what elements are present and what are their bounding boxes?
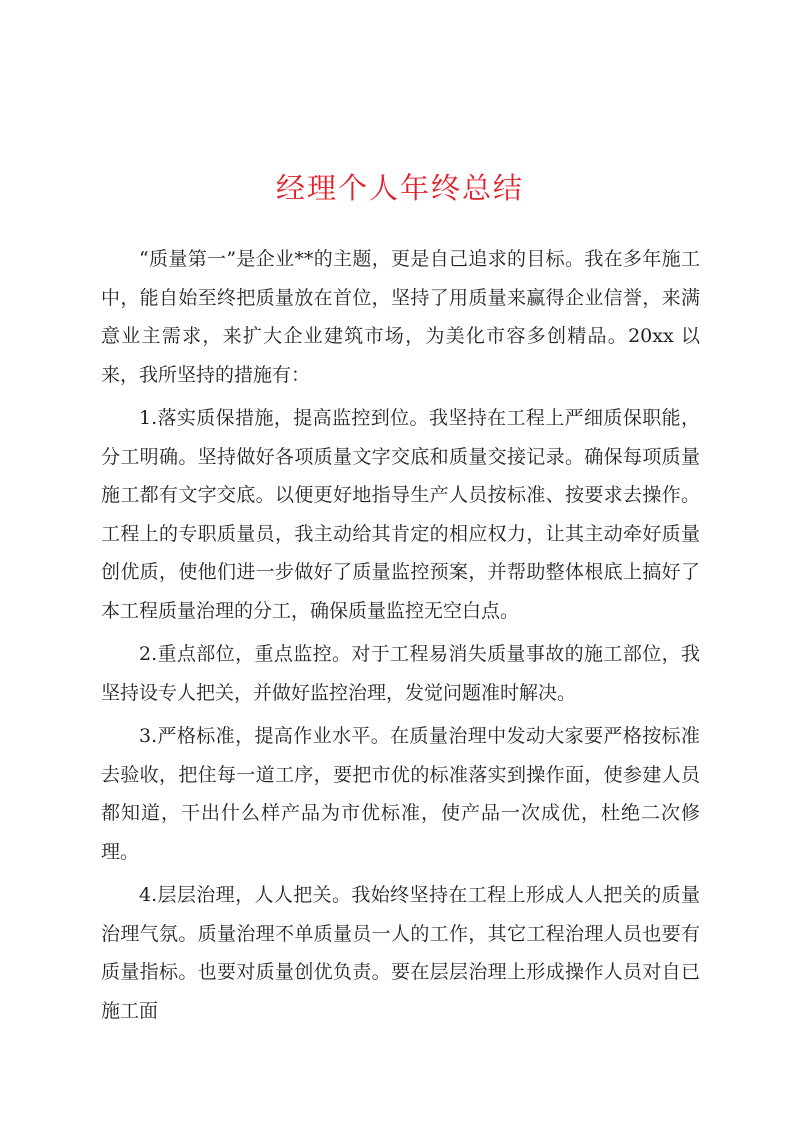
page-title: 经理个人年终总结 <box>275 171 524 205</box>
paragraph-item-1: 1.落实质保措施，提高监控到位。我坚持在工程上严细质保职能，分工明确。坚持做好各项质量文字交底和质量交接记录。确保每项质量施工都有文字交底。以便更好地指导生产人员按标准、按要求去操作。工程上的专职质量员，我主动给其肯定的相应权力，让其主动牵好质量创优质，使他们进一步做好了质量监控预案，并帮助整体根底上搞好了本工程质量治理的分工，确保质量监控无空白点。 <box>101 407 700 622</box>
document-body <box>101 240 700 1035</box>
paragraph-item-3: 3.严格标准，提高作业水平。在质量治理中发动大家要严格按标准去验收，把住每一道工序，要把市优的标准落实到操作面，使参建人员都知道，干出什么样产品为市优标准，使产品一次成优，杜绝二次修理。 <box>101 725 700 863</box>
paragraph-intro: “质量第一”是企业**的主题，更是自己追求的目标。我在多年施工中，能自始至终把质量放在首位，坚持了用质量来赢得企业信誉，来满意业主需求，来扩大企业建筑市场，为美化市容多创精品。20xx 以来，我所坚持的措施有： <box>101 248 700 386</box>
paragraph-item-4: 4.层层治理，人人把关。我始终坚持在工程上形成人人把关的质量治理气氛。质量治理不单质量员一人的工作，其它工程治理人员也要有质量指标。也要对质量创优负责。要在层层治理上形成操作人员对自已施工面 <box>101 884 700 1022</box>
paragraph-item-2: 2.重点部位，重点监控。对于工程易消失质量事故的施工部位，我坚持设专人把关，并做好监控治理，发觉问题准时解决。 <box>101 643 700 704</box>
